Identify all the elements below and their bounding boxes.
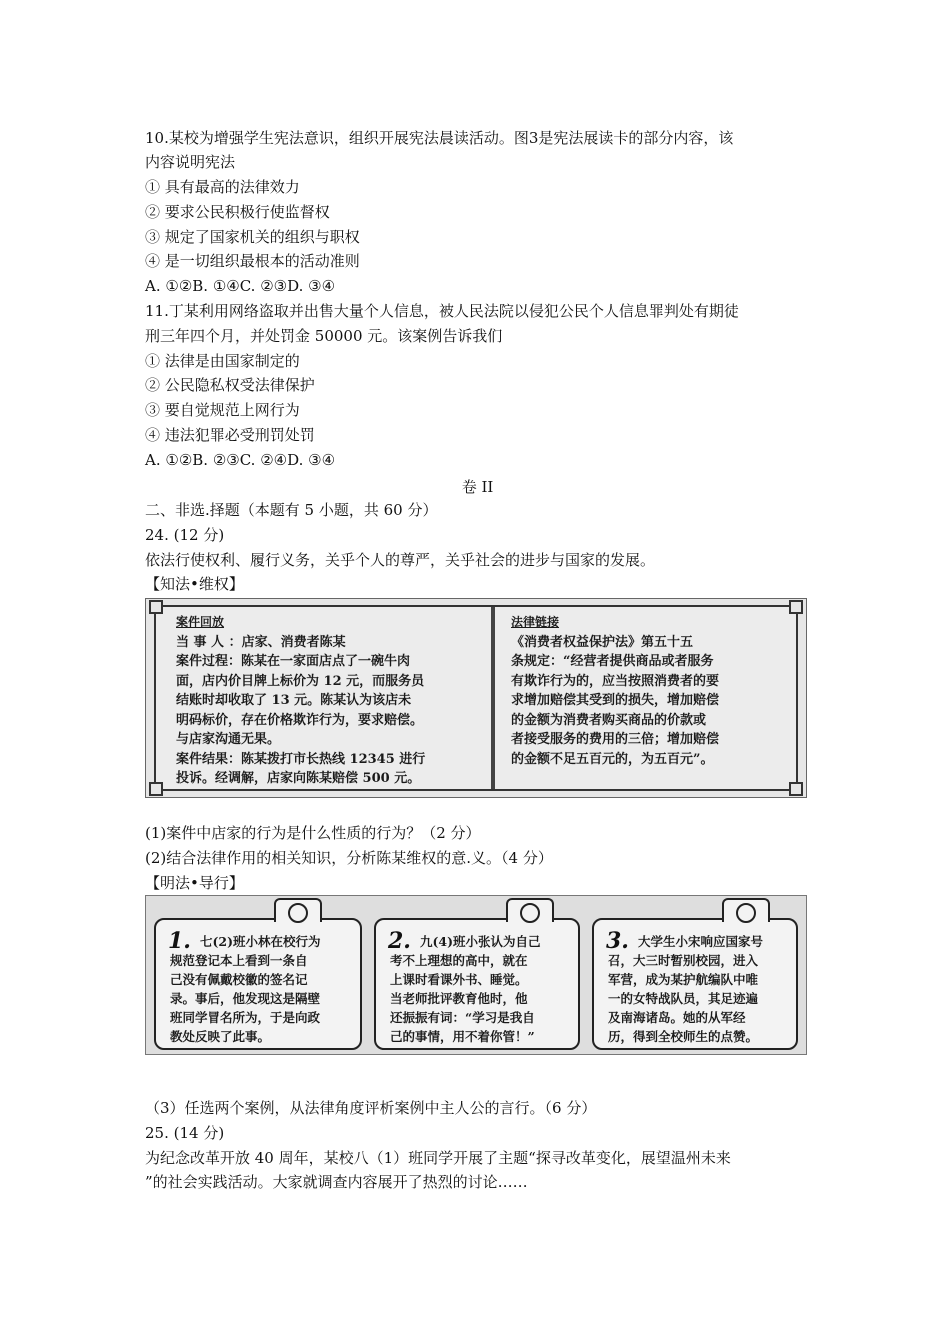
case-card-number: 1. <box>168 928 191 954</box>
camera-icon <box>506 898 554 922</box>
case-card-number: 3. <box>606 928 629 954</box>
case-replay-column <box>176 613 481 789</box>
case-card-text <box>170 932 352 1046</box>
section-title: 二、非选.择题（本题有 5 小题，共 60 分） <box>145 501 438 519</box>
case-line: 明码标价，存在价格欺诈行为，要求赔偿。 <box>176 712 424 728</box>
case-card-text <box>390 932 570 1046</box>
card-line: 大学生小宋响应国家号 <box>638 934 764 949</box>
case-card-number: 2. <box>388 928 411 954</box>
q24-sub2: (2)结合法律作用的相关知识，分析陈某维权的意.义。（4 分） <box>145 849 553 867</box>
case-line: 投诉。经调解，店家向陈某赔偿 500 元。 <box>176 771 421 786</box>
card-line: 当老师批评教育他时，他 <box>390 991 528 1006</box>
card-line: 军营，成为某护航编队中唯 <box>608 972 759 987</box>
card-line: 考不上理想的高中，就在 <box>390 953 528 968</box>
law-line: 条规定：“经营者提供商品或者服务 <box>511 654 714 669</box>
frame-corner <box>149 600 163 614</box>
card-line: 历，得到全校师生的点赞。 <box>608 1029 759 1044</box>
case-line: 与店家沟通无果。 <box>176 732 281 747</box>
card-line: 一的女特战队员，其足迹遍 <box>608 991 759 1006</box>
q11-choices: A. ①②B. ②③C. ②④D. ③④ <box>145 451 336 469</box>
card-line: 己的事情，用不着你管！” <box>390 1029 535 1044</box>
cases-camera-image <box>145 895 807 1055</box>
q11-option-2: ② 公民隐私权受法律保护 <box>145 376 315 394</box>
q10-choices: A. ①②B. ①④C. ②③D. ③④ <box>145 277 336 295</box>
card-line: 上课时看课外书、睡觉。 <box>390 972 528 987</box>
case-panel-image <box>145 598 807 798</box>
q10-stem-line2: 内容说明宪法 <box>145 153 236 171</box>
q25-header: 25. (14 分) <box>145 1124 225 1142</box>
case-card-1 <box>154 918 362 1050</box>
q24-part2-title: 【明法•导行】 <box>145 874 244 892</box>
q24-header: 24. (12 分) <box>145 526 225 544</box>
law-link-heading: 法律链接 <box>511 615 560 629</box>
card-line: 己没有佩戴校徽的签名记 <box>170 972 308 987</box>
frame-corner <box>789 782 803 796</box>
frame-corner <box>149 782 163 796</box>
law-line: 求增加赔偿其受到的损失，增加赔偿 <box>511 693 720 708</box>
panel-divider <box>491 607 495 789</box>
case-line: 案件结果：陈某拨打市长热线 12345 进行 <box>176 751 426 767</box>
law-line: 《消费者权益保护法》第五十五 <box>511 634 694 650</box>
q11-stem-line2: 刑三年四个月，并处罚金 50000 元。该案例告诉我们 <box>145 327 503 345</box>
law-line: 的金额不足五百元的，为五百元”。 <box>511 751 714 767</box>
q11-option-4: ④ 违法犯罪必受刑罚处罚 <box>145 426 315 444</box>
q24-sub1: (1)案件中店家的行为是什么性质的行为？（2 分） <box>145 824 481 842</box>
card-line: 班同学冒名所为，于是向政 <box>170 1010 321 1025</box>
q10-option-2: ② 要求公民积极行使监督权 <box>145 203 330 221</box>
frame-corner <box>789 600 803 614</box>
case-line: 案件过程：陈某在一家面店点了一碗牛肉 <box>176 654 411 669</box>
card-line: 召，大三时暂别校园，进入 <box>608 953 759 968</box>
card-line: 九(4)班小张认为自己 <box>420 934 541 949</box>
card-line: 教处反映了此事。 <box>170 1029 271 1044</box>
q11-option-1: ① 法律是由国家制定的 <box>145 352 300 370</box>
q24-sub3: （3）任选两个案例，从法律角度评析案例中主人公的言行。（6 分） <box>145 1099 597 1117</box>
q10-stem-line1: 10.某校为增强学生宪法意识，组织开展宪法晨读活动。图3是宪法展读卡的部分内容，该 <box>145 129 734 147</box>
case-card-3 <box>592 918 798 1050</box>
case-card-2 <box>374 918 580 1050</box>
law-line: 有欺诈行为的，应当按照消费者的要 <box>511 673 720 689</box>
card-line: 录。事后，他发现这是隔壁 <box>170 991 321 1006</box>
card-line: 规范登记本上看到一条自 <box>170 953 308 968</box>
q10-option-4: ④ 是一切组织最根本的活动准则 <box>145 252 360 270</box>
law-link-column <box>511 613 791 769</box>
q10-option-1: ① 具有最高的法律效力 <box>145 178 300 196</box>
q11-option-3: ③ 要自觉规范上网行为 <box>145 401 300 419</box>
case-card-text <box>608 932 788 1046</box>
q25-intro-line1: 为纪念改革开放 40 周年，某校八（1）班同学开展了主题“探寻改革变化，展望温州未来 <box>145 1149 731 1167</box>
card-line: 及南海诸岛。她的从军经 <box>608 1010 746 1025</box>
law-line: 的金额为消费者购买商品的价款或 <box>511 712 707 728</box>
q24-part1-title: 【知法•维权】 <box>145 575 244 593</box>
case-line: 结账时却收取了 13 元。陈某认为该店未 <box>176 693 412 708</box>
case-replay-heading: 案件回放 <box>176 615 225 629</box>
camera-icon <box>722 898 770 922</box>
camera-icon <box>274 898 322 922</box>
q11-stem-line1: 11.丁某利用网络盗取并出售大量个人信息，被人民法院以侵犯公民个人信息罪判处有期徒 <box>145 302 739 320</box>
case-line: 面，店内价目牌上标价为 12 元，而服务员 <box>176 673 425 689</box>
q24-intro: 依法行使权利、履行义务，关乎个人的尊严，关乎社会的进步与国家的发展。 <box>145 551 656 569</box>
card-line: 七(2)班小林在校行为 <box>200 934 321 949</box>
q25-intro-line2: ”的社会实践活动。大家就调查内容展开了热烈的讨论…… <box>145 1173 528 1191</box>
law-line: 者接受服务的费用的三倍；增加赔偿 <box>511 732 720 747</box>
case-line: 当 事 人 ：店家、消费者陈某 <box>176 634 346 650</box>
volume-heading: 卷 II <box>461 478 494 496</box>
q10-option-3: ③ 规定了国家机关的组织与职权 <box>145 228 360 246</box>
card-line: 还振振有词：“学习是我自 <box>390 1010 535 1025</box>
case-panel-frame <box>154 605 798 791</box>
